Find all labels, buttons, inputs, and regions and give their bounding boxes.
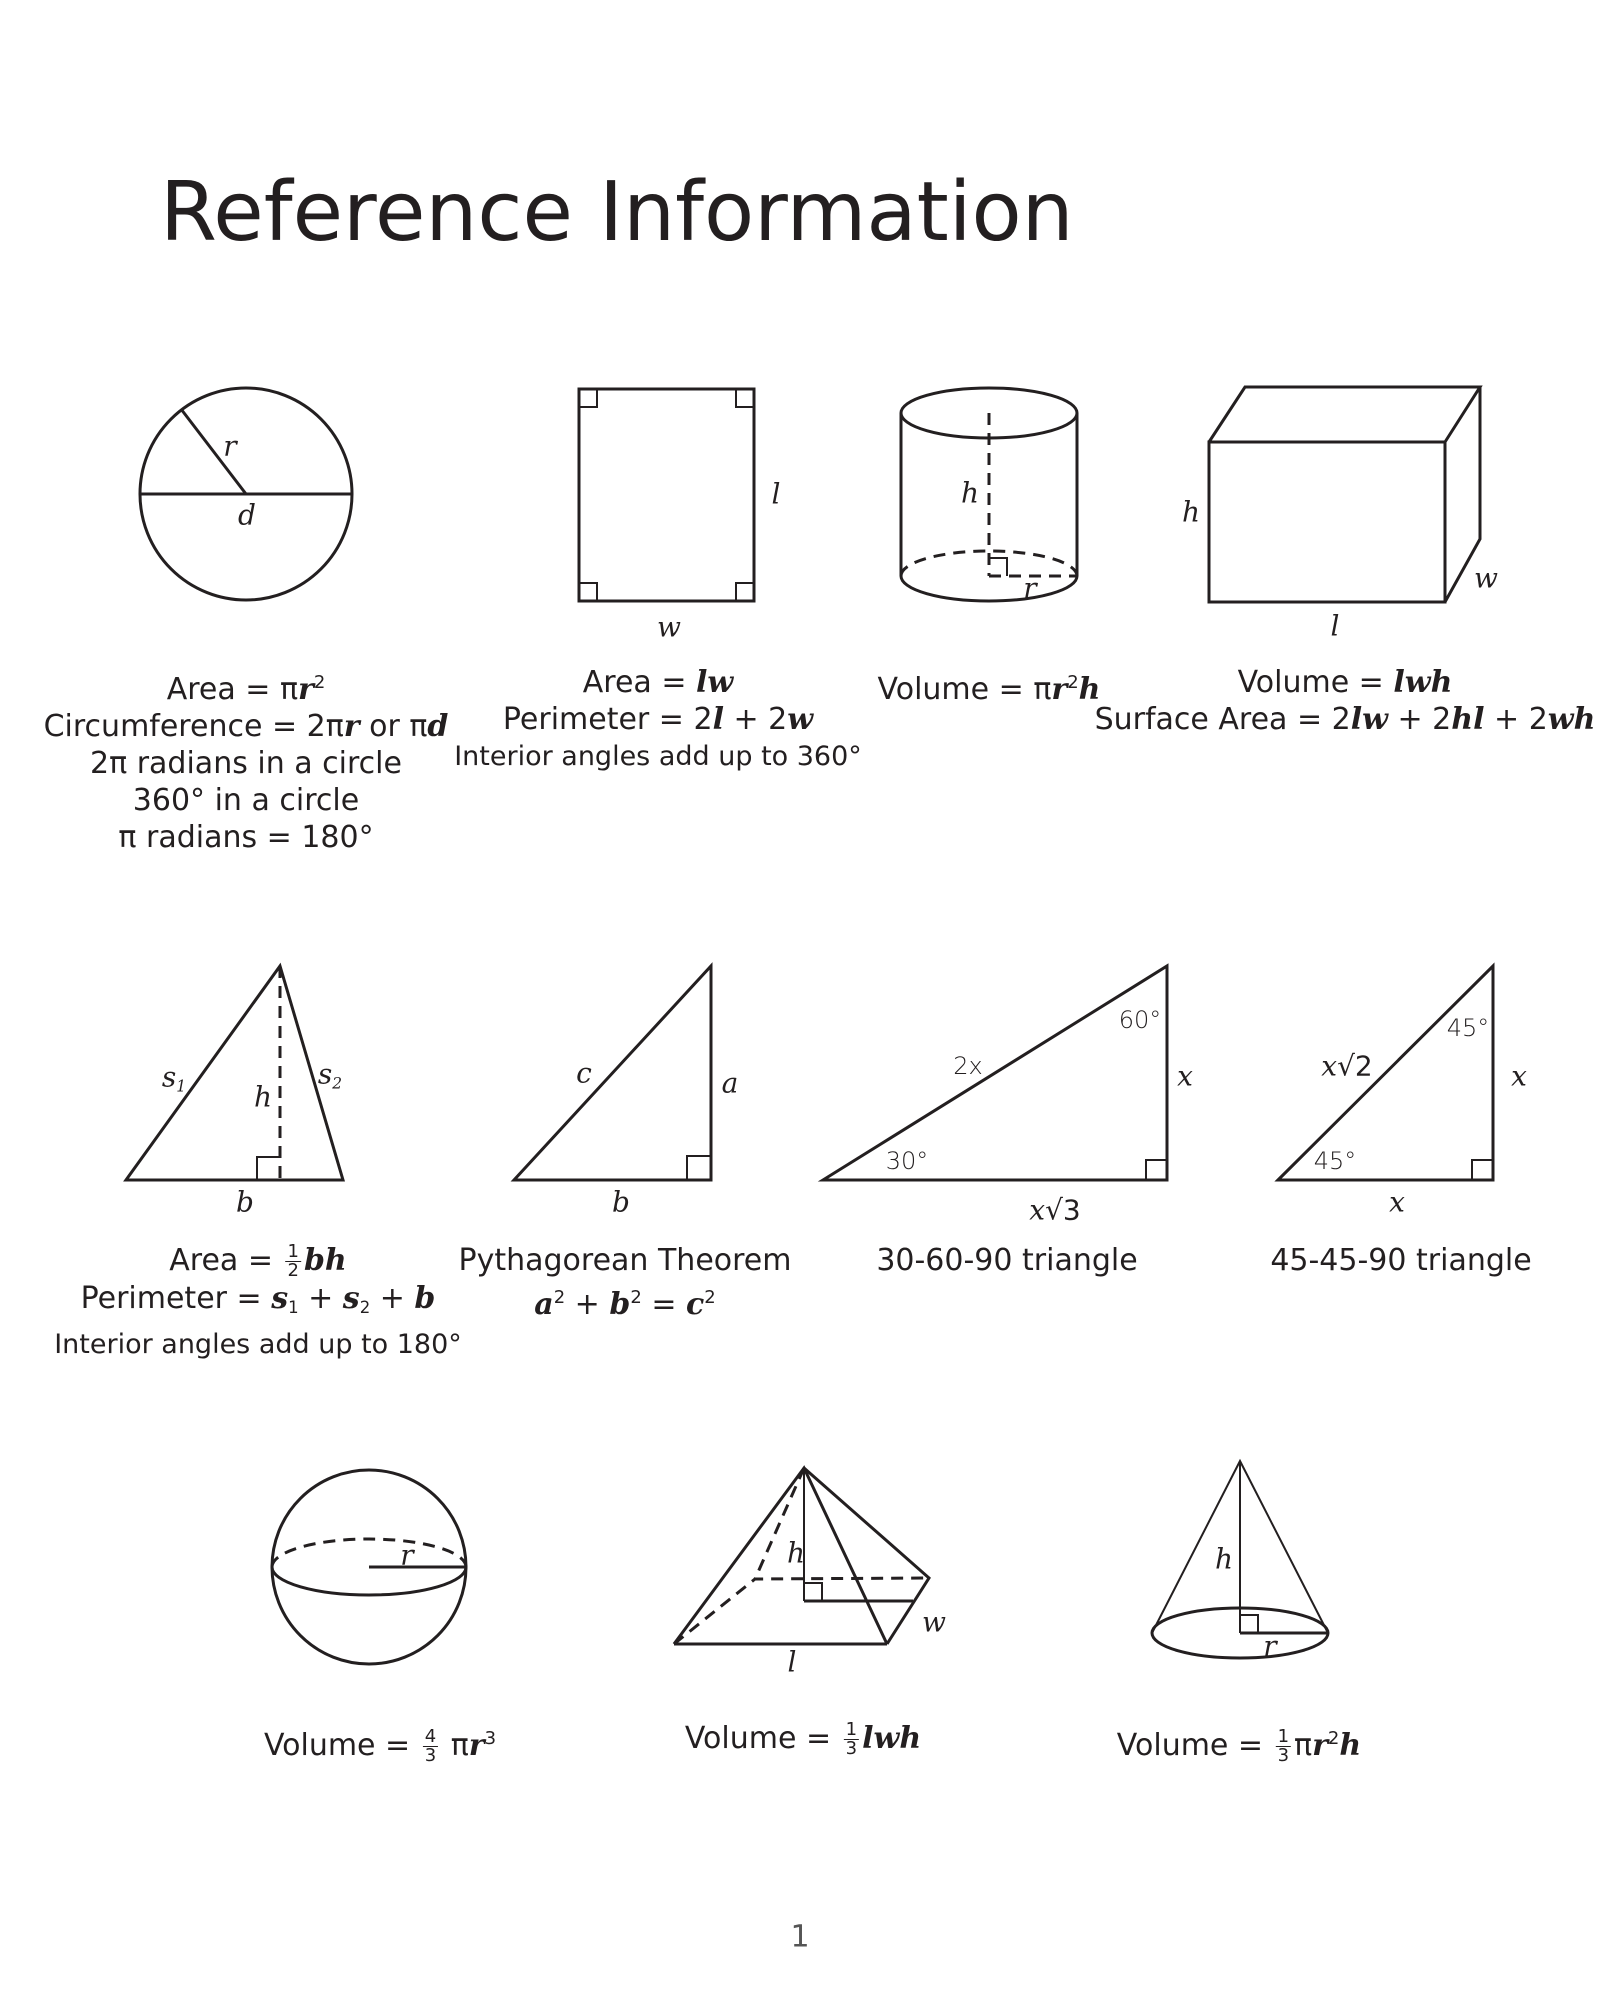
triangle-base-label: b (236, 1185, 254, 1219)
t306090-hyp-label: 2x (953, 1052, 983, 1080)
t306090-angle-30: 30° (885, 1147, 929, 1175)
pythagorean-title: Pythagorean Theorem (458, 1243, 792, 1278)
triangle-side1-label: $s_1$ (161, 1060, 187, 1096)
cylinder-formulas (878, 664, 1101, 708)
box-width-label: w (1474, 561, 1498, 595)
pythagorean-formula: $a^2 + b^2 = c^2$ (534, 1286, 716, 1322)
rectangle-length-label: l (771, 477, 781, 511)
right-triangle-a-label: a (721, 1066, 739, 1100)
triangle-30-60-90-figure (823, 966, 1167, 1180)
pyramid-height-label: h (786, 1536, 806, 1570)
triangle-angles-note: Interior angles add up to 180° (54, 1328, 462, 1360)
box-formulas (1095, 664, 1596, 738)
sphere-radius-label: r (400, 1538, 414, 1572)
cone-volume-formula: Volume = $\frac{1}{3}$ $\pi r^2h$ (1116, 1725, 1362, 1766)
cylinder-height-label: h (960, 476, 980, 510)
cone-figure (1152, 1461, 1328, 1658)
circle-radians-note: 2π radians in a circle (90, 745, 402, 781)
circle-circumference-formula: Circumference = 2πr or πd (43, 708, 449, 744)
circle-figure (140, 388, 352, 600)
triangle-perimeter-formula: Perimeter = $s_1 + s_2 + b$ (80, 1281, 436, 1317)
right-triangle-hyp-label: c (576, 1056, 592, 1090)
rectangle-angles-note: Interior angles add up to 360° (454, 741, 862, 772)
circle-diameter-label: d (238, 498, 256, 532)
circle-pi-radians-note: π radians = 180° (118, 819, 374, 855)
t306090-long-label: x√3 (1029, 1193, 1081, 1227)
page-title: Reference Information (160, 165, 1074, 260)
cone-height-label: h (1214, 1542, 1234, 1576)
triangle-45-45-90-figure (1278, 966, 1493, 1180)
pyramid-width-label: w (922, 1605, 946, 1639)
box-surface-area-formula: Surface Area = 2lw + 2hl + 2wh (1094, 702, 1596, 737)
right-triangle-figure (514, 966, 711, 1180)
cylinder-radius-label: r (1023, 571, 1037, 605)
pythagorean-formulas (459, 1242, 792, 1323)
rectangle-area-formula: Area = lw (582, 665, 734, 700)
cone-radius-label: r (1263, 1629, 1277, 1663)
t454590-angle-left: 45° (1313, 1147, 1357, 1175)
circle-area-formula: Area = $\pi r^2$ (166, 671, 326, 707)
box-volume-formula: Volume = lwh (1237, 665, 1453, 700)
rectangle-perimeter-formula: Perimeter = 2l + 2w (502, 702, 814, 737)
t454590-right-leg-label: x (1511, 1059, 1527, 1093)
triangle-height-label: h (253, 1080, 273, 1114)
sphere-volume-formula: Volume = $\frac{4}{3}$ $\pi r^3$ (263, 1725, 497, 1766)
box-height-label: h (1181, 495, 1201, 529)
rectangle-formulas (454, 664, 862, 775)
t454590-hyp-label: x√2 (1321, 1049, 1373, 1083)
pyramid-length-label: l (787, 1645, 797, 1679)
t306090-caption: 30-60-90 triangle (876, 1243, 1138, 1278)
triangle-formulas (54, 1242, 462, 1363)
rectangle-width-label: w (657, 610, 681, 644)
right-triangle-b-label: b (612, 1185, 630, 1219)
circle-degrees-note: 360° in a circle (132, 782, 360, 818)
triangle-side2-label: $s_2$ (317, 1057, 343, 1093)
rectangle-figure (579, 389, 754, 601)
circle-radius-label: r (223, 429, 237, 463)
cylinder-figure (901, 388, 1077, 601)
circle-formulas (44, 664, 449, 856)
t454590-caption: 45-45-90 triangle (1270, 1243, 1532, 1278)
sphere-figure (272, 1470, 466, 1664)
cylinder-volume-formula: Volume = $\pi r^2h$ (877, 671, 1101, 707)
triangle-figure (126, 966, 343, 1180)
t454590-angle-top: 45° (1446, 1014, 1490, 1042)
box-figure (1209, 387, 1480, 602)
box-length-label: l (1330, 609, 1340, 643)
t454590-bottom-leg-label: x (1389, 1185, 1405, 1219)
page-number: 1 (790, 1919, 810, 1955)
triangle-area-formula: Area = $\frac{1}{2}$ bh (169, 1241, 347, 1281)
pyramid-volume-formula: Volume = $\frac{1}{3}$ lwh (684, 1719, 922, 1759)
t306090-angle-60: 60° (1118, 1006, 1162, 1034)
t306090-short-label: x (1177, 1059, 1193, 1093)
